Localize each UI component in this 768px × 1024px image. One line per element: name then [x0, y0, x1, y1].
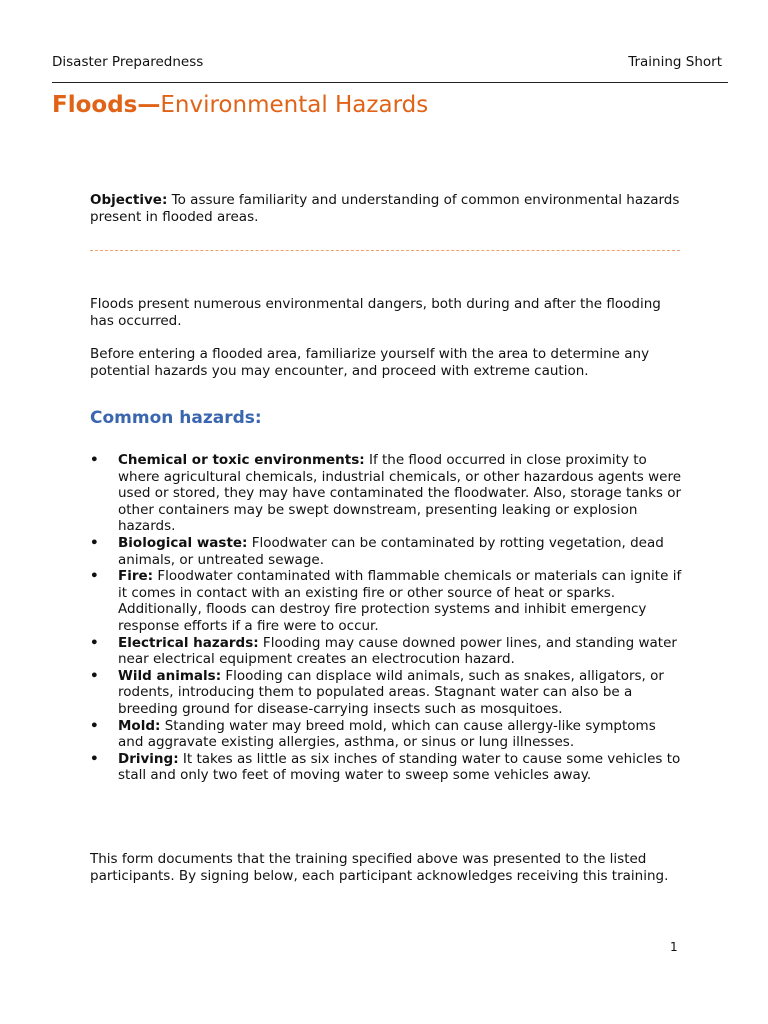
bullet-icon: •: [90, 667, 99, 684]
hazard-desc: Floodwater can be contaminated by rotting vegetation, dead animals, or untreated sewage.: [118, 534, 664, 568]
objective-label: Objective:: [90, 192, 168, 208]
objective-text: To assure familiarity and understanding of common environmental hazards present in flooded areas.: [90, 192, 680, 225]
bullet-icon: •: [90, 750, 99, 767]
hazard-item-driving: [90, 751, 682, 784]
header-right-text: Training Short: [628, 54, 722, 70]
bullet-icon: •: [90, 568, 99, 585]
dashed-divider: [90, 250, 680, 251]
hazard-desc: It takes as little as six inches of standing water to cause some vehicles to stall and only two feet of moving water to sweep some vehicles away.: [118, 750, 681, 784]
hazard-term: Wild animals:: [118, 667, 222, 684]
hazard-desc: Flooding can displace wild animals, such as snakes, alligators, or rodents, introducing them to populated areas. Stagnant water can also be a breeding ground for disease-carrying insects such as mosquitoes.: [118, 667, 664, 717]
hazard-item-fire: [90, 568, 682, 634]
hazard-desc: Floodwater contaminated with flammable chemicals or materials can ignite if it comes in contact with an existing fire or other source of heat or sparks. Additionally, floods can destroy fire protection systems and inhibit emergency response efforts if a fire were to occur.: [118, 568, 682, 634]
bullet-icon: •: [90, 452, 99, 468]
hazard-desc: If the flood occurred in close proximity to where agricultural chemicals, industrial chemicals, or other hazardous agents were used or stored, they may have contaminated the floodwater. Also, storage tanks or other containers may be swept downstream, presenting leaking or explosion hazards.: [118, 452, 682, 535]
hazard-term: Fire:: [118, 568, 154, 585]
hazard-desc: Flooding may cause downed power lines, and standing water near electrical equipment creates an electrocution hazard.: [118, 634, 677, 668]
bullet-icon: •: [90, 634, 99, 651]
bullet-icon: •: [90, 717, 99, 734]
title-rest-part: Environmental Hazards: [160, 92, 429, 118]
hazard-item-mold: [90, 718, 682, 751]
hazard-desc: Standing water may breed mold, which can cause allergy-like symptoms and aggravate existing allergies, asthma, or sinus or lung illnesses.: [118, 717, 656, 751]
hazard-item-chemical: [90, 452, 682, 535]
title-bold-part: Floods—: [52, 92, 161, 118]
page-header: [52, 0, 728, 83]
hazard-term: Driving:: [118, 750, 179, 767]
bullet-icon: •: [90, 534, 99, 551]
closing-paragraph: This form documents that the training specified above was presented to the listed participants. By signing below, each participant acknowledges receiving this training.: [90, 851, 669, 884]
header-left-text: Disaster Preparedness: [52, 54, 204, 70]
hazards-heading: Common hazards:: [90, 408, 262, 428]
hazard-term: Electrical hazards:: [118, 634, 259, 651]
hazard-item-biological: [90, 535, 682, 568]
intro-paragraph-1: Floods present numerous environmental dangers, both during and after the flooding has occurred.: [90, 296, 661, 329]
hazard-item-wild-animals: [90, 668, 682, 718]
document-title: [52, 90, 452, 120]
objective-paragraph: [90, 192, 680, 225]
hazard-list: [90, 452, 682, 784]
hazard-term: Mold:: [118, 717, 161, 734]
hazard-term: Biological waste:: [118, 534, 248, 551]
intro-paragraph-2: Before entering a flooded area, familiarize yourself with the area to determine any potential hazards you may encounter, and proceed with extreme caution.: [90, 346, 650, 379]
hazard-item-electrical: [90, 635, 682, 668]
hazard-term: Chemical or toxic environments:: [118, 452, 365, 468]
page-number: 1: [670, 940, 678, 954]
